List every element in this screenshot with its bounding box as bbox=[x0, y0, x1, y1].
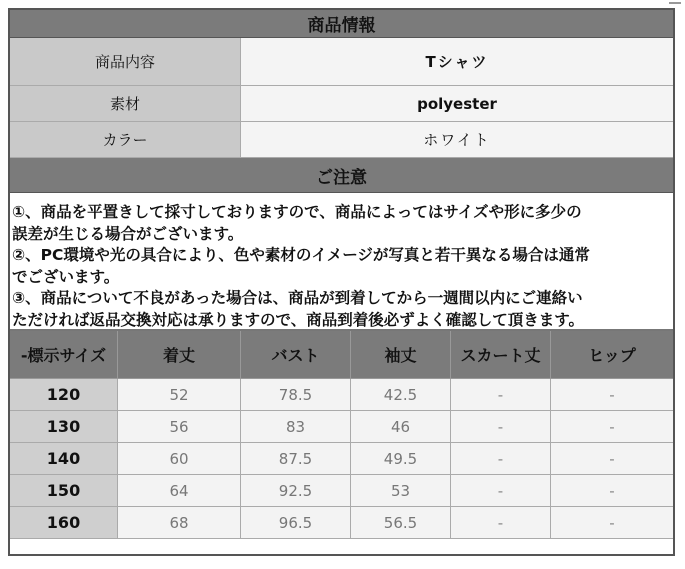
info-label: 商品内容 bbox=[10, 38, 241, 86]
table-cell: 92.5 bbox=[241, 475, 351, 507]
table-cell: - bbox=[451, 475, 551, 507]
table-cell: 56 bbox=[118, 411, 241, 443]
notice-line: ③、商品について不良があった場合は、商品が到着してから一週間以内にご連絡い bbox=[12, 289, 583, 307]
info-label: 素材 bbox=[10, 86, 241, 122]
size-cell: 150 bbox=[10, 475, 118, 507]
column-header: ヒップ bbox=[551, 331, 673, 379]
table-row bbox=[10, 411, 673, 443]
table-row bbox=[10, 475, 673, 507]
info-value: Tシャツ bbox=[241, 38, 673, 86]
column-header: 袖丈 bbox=[351, 331, 451, 379]
notice-line: ②、PC環境や光の具合により、色や素材のイメージが写真と若干異なる場合は通常 bbox=[12, 246, 590, 264]
column-header: バスト bbox=[241, 331, 351, 379]
info-value: polyester bbox=[241, 86, 673, 122]
column-header: スカート丈 bbox=[451, 331, 551, 379]
table-cell: - bbox=[551, 475, 673, 507]
table-cell: 96.5 bbox=[241, 507, 351, 539]
table-cell: 68 bbox=[118, 507, 241, 539]
table-cell: 64 bbox=[118, 475, 241, 507]
table-cell: - bbox=[451, 443, 551, 475]
table-cell: 78.5 bbox=[241, 379, 351, 411]
table-cell: 52 bbox=[118, 379, 241, 411]
table-cell: - bbox=[451, 411, 551, 443]
table-cell: - bbox=[551, 379, 673, 411]
notice-body bbox=[10, 193, 673, 331]
info-label: カラー bbox=[10, 122, 241, 158]
window-edge-mark bbox=[669, 0, 681, 4]
info-row-color bbox=[10, 122, 673, 158]
size-cell: 130 bbox=[10, 411, 118, 443]
notice-line: 誤差が生じる場合がございます。 bbox=[12, 224, 244, 243]
size-cell: 160 bbox=[10, 507, 118, 539]
product-info-sheet bbox=[8, 8, 675, 556]
table-cell: - bbox=[551, 507, 673, 539]
table-row bbox=[10, 507, 673, 539]
table-cell: - bbox=[551, 443, 673, 475]
table-cell: 42.5 bbox=[351, 379, 451, 411]
notice-title: ご注意 bbox=[10, 158, 673, 193]
table-cell: 83 bbox=[241, 411, 351, 443]
table-cell: 87.5 bbox=[241, 443, 351, 475]
info-row-content bbox=[10, 38, 673, 86]
table-cell: 46 bbox=[351, 411, 451, 443]
notice-line: ただければ返品交換対応は承りますので、商品到着後必ずよく確認して頂きます。 bbox=[12, 310, 584, 329]
product-info-title: 商品情報 bbox=[10, 10, 673, 38]
table-cell: - bbox=[551, 411, 673, 443]
info-value: ホワイト bbox=[241, 122, 673, 158]
column-header: -標示サイズ bbox=[10, 331, 118, 379]
table-cell: 56.5 bbox=[351, 507, 451, 539]
column-header: 着丈 bbox=[118, 331, 241, 379]
table-cell: 53 bbox=[351, 475, 451, 507]
table-cell: 60 bbox=[118, 443, 241, 475]
size-cell: 140 bbox=[10, 443, 118, 475]
table-cell: 49.5 bbox=[351, 443, 451, 475]
info-row-material bbox=[10, 86, 673, 122]
table-cell: - bbox=[451, 507, 551, 539]
table-row bbox=[10, 379, 673, 411]
table-cell: - bbox=[451, 379, 551, 411]
notice-line: ①、商品を平置きして採寸しておりますので、商品によってはサイズや形に多少の bbox=[12, 203, 582, 221]
size-cell: 120 bbox=[10, 379, 118, 411]
size-table-header bbox=[10, 331, 673, 379]
table-row bbox=[10, 443, 673, 475]
notice-line: でございます。 bbox=[12, 267, 120, 286]
